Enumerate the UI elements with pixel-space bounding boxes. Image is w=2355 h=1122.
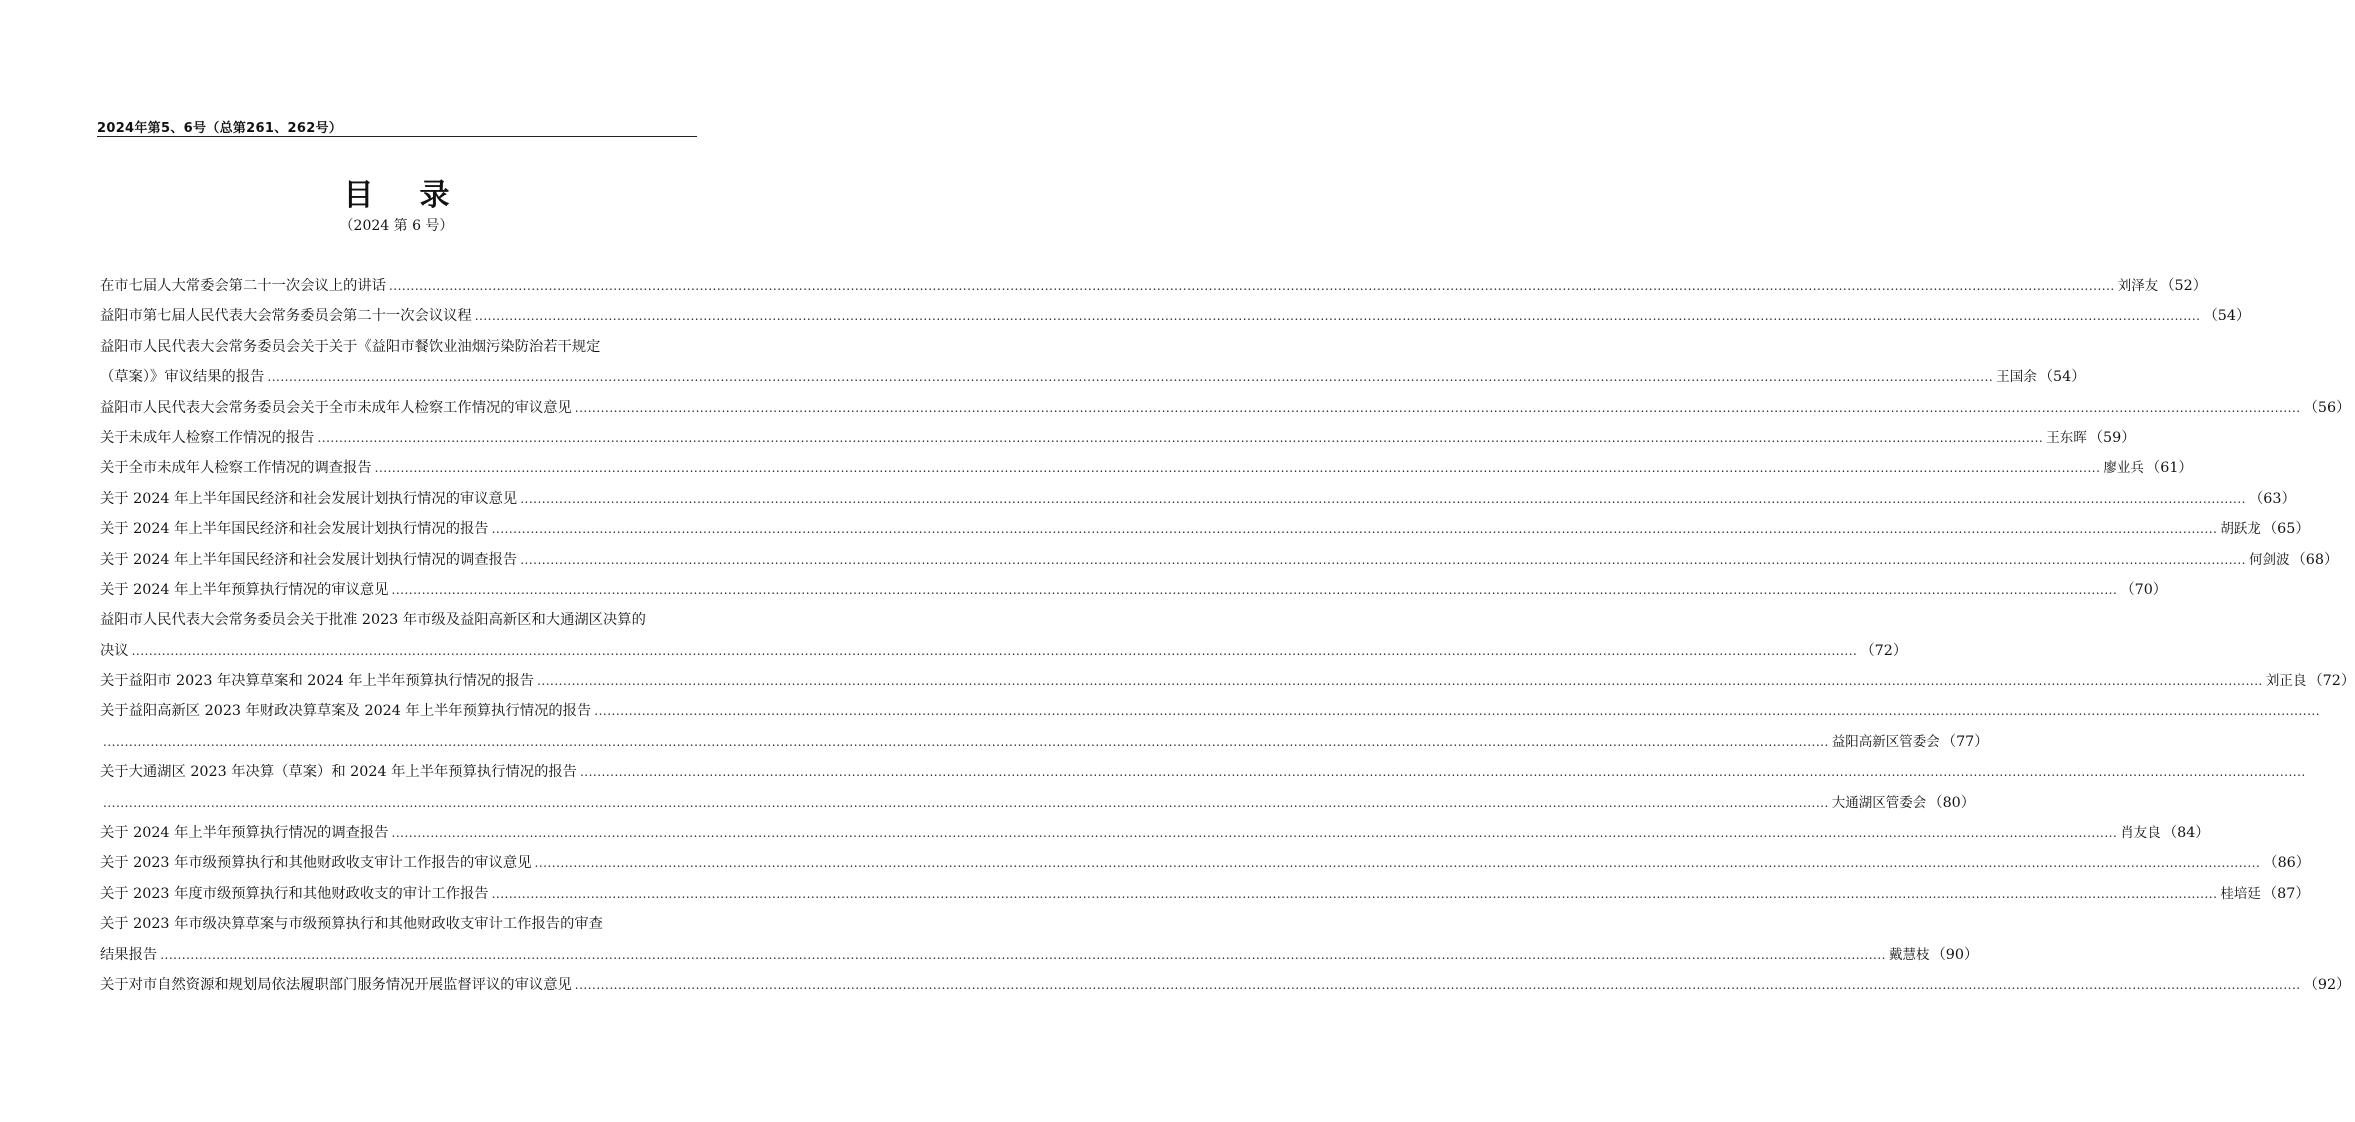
toc-entry-line	[100, 909, 691, 939]
table-of-contents	[100, 271, 2355, 1000]
toc-entry-line	[100, 666, 2355, 696]
dot-leader: ................................................................................................................................................................................................................................................................................................................................................................................................................	[520, 491, 2246, 506]
toc-entry[interactable]	[100, 696, 2321, 757]
toc-entry[interactable]	[100, 757, 2306, 818]
toc-entry-line	[100, 271, 2208, 301]
toc-entry[interactable]	[100, 484, 2296, 514]
toc-entry-line	[100, 484, 2296, 514]
toc-entry-page: （77）	[1941, 733, 1989, 750]
toc-entry-title: 益阳市人民代表大会常务委员会关于全市未成年人检察工作情况的审议意见	[100, 399, 572, 416]
toc-entry-title: 关于 2024 年上半年国民经济和社会发展计划执行情况的报告	[100, 521, 489, 538]
toc-entry-page: （61）	[2145, 460, 2193, 477]
toc-entry-title: 关于 2023 年市级决算草案与市级预算执行和其他财政收支审计工作报告的审查	[100, 916, 603, 933]
toc-entry[interactable]	[100, 301, 2251, 331]
toc-entry-line	[100, 545, 2339, 575]
toc-entry-page: （72）	[1860, 642, 1908, 659]
issue-header: 2024年第5、6号（总第261、262号）	[97, 121, 343, 136]
title-char-1: 目	[343, 178, 374, 213]
toc-entry[interactable]	[100, 393, 2351, 423]
toc-entry-line	[100, 757, 2306, 787]
toc-entry-author: 胡跃龙	[2220, 521, 2261, 538]
toc-entry-author: 廖业兵	[2103, 460, 2144, 477]
dot-leader: ................................................................................................................................................................................................................................................................................................................................................................................................................	[491, 522, 2218, 537]
toc-entry-line	[100, 879, 2310, 909]
toc-entry-author: 王东晖	[2046, 429, 2087, 446]
toc-entry-line	[100, 788, 1976, 818]
toc-entry[interactable]	[100, 605, 1908, 666]
toc-entry[interactable]	[100, 818, 2210, 848]
toc-entry[interactable]	[100, 545, 2339, 575]
toc-entry[interactable]	[100, 970, 2351, 1000]
dot-leader: ................................................................................................................................................................................................................................................................................................................................................................................................................	[374, 461, 2101, 476]
toc-entry-title: 关于 2024 年上半年国民经济和社会发展计划执行情况的调查报告	[100, 551, 518, 568]
toc-entry-title: 关于未成年人检察工作情况的报告	[100, 429, 315, 446]
toc-entry-page: （54）	[2038, 369, 2086, 386]
toc-entry-author: 肖友良	[2120, 825, 2161, 842]
toc-entry-page: （70）	[2120, 581, 2168, 598]
dot-leader: ................................................................................................................................................................................................................................................................................................................................................................................................................	[534, 856, 2261, 871]
toc-entry-title: 关于全市未成年人检察工作情况的调查报告	[100, 460, 372, 477]
toc-entry-page: （80）	[1928, 794, 1976, 811]
toc-entry[interactable]	[100, 514, 2310, 544]
toc-entry-page: （87）	[2262, 885, 2310, 902]
toc-entry[interactable]	[100, 332, 2086, 393]
toc-entry-line	[100, 362, 2086, 392]
toc-entry[interactable]	[100, 879, 2310, 909]
dot-leader: ................................................................................................................................................................................................................................................................................................................................................................................................................	[317, 430, 2044, 445]
toc-entry-title: 在市七届人大常委会第二十一次会议上的讲话	[100, 278, 386, 294]
toc-entry-page: （56）	[2303, 399, 2351, 416]
dot-leader: ................................................................................................................................................................................................................................................................................................................................................................................................................	[520, 552, 2246, 567]
toc-entry-line	[100, 453, 2193, 483]
toc-entry-page: （54）	[2203, 308, 2251, 325]
toc-entry-line	[100, 575, 2168, 605]
toc-entry-author: 桂培廷	[2220, 885, 2261, 902]
toc-entry[interactable]	[100, 848, 2311, 878]
toc-entry-title: 关于 2024 年上半年国民经济和社会发展计划执行情况的审议意见	[100, 490, 518, 507]
toc-entry-line	[100, 301, 2251, 331]
toc-entry-title: 结果报告	[100, 946, 158, 963]
toc-entry-title: 关于 2023 年度市级预算执行和其他财政收支的审计工作报告	[100, 885, 489, 902]
toc-entry-author: 刘正良	[2265, 673, 2307, 690]
dot-leader: ................................................................................................................................................................................................................................................................................................................................................................................................................	[474, 309, 2201, 324]
toc-entry-line	[100, 514, 2310, 544]
toc-entry-title: 益阳市人民代表大会常务委员会关于关于《益阳市餐饮业油烟污染防治若干规定	[100, 338, 601, 355]
toc-entry-title: 益阳市第七届人民代表大会常务委员会第二十一次会议议程	[100, 308, 472, 325]
toc-entry-line	[100, 727, 1989, 757]
toc-entry-line	[100, 818, 2210, 848]
toc-entry-line	[100, 423, 2136, 453]
toc-entry-line	[100, 940, 1979, 970]
dot-leader: ................................................................................................................................................................................................................................................................................................................................................................................................................	[574, 400, 2301, 415]
toc-entry-page: （52）	[2160, 278, 2208, 294]
toc-entry[interactable]	[100, 575, 2168, 605]
toc-entry[interactable]	[100, 271, 2208, 301]
toc-entry-title: 关于益阳高新区 2023 年财政决算草案及 2024 年上半年预算执行情况的报告	[100, 703, 592, 720]
toc-entry[interactable]	[100, 666, 2355, 696]
toc-entry-title: 关于大通湖区 2023 年决算（草案）和 2024 年上半年预算执行情况的报告	[100, 764, 577, 781]
toc-entry-page: （90）	[1931, 946, 1979, 963]
toc-entry-page: （84）	[2162, 825, 2210, 842]
toc-entry[interactable]	[100, 423, 2136, 453]
toc-entry-author: 刘泽友	[2117, 278, 2159, 294]
dot-leader: ................................................................................................................................................................................................................................................................................................................................................................................................................	[103, 795, 1829, 810]
dot-leader: ................................................................................................................................................................................................................................................................................................................................................................................................................	[160, 947, 1886, 962]
toc-entry-title: 关于 2024 年上半年预算执行情况的调查报告	[100, 825, 389, 842]
toc-entry-page: （59）	[2088, 429, 2136, 446]
toc-entry-page: （63）	[2248, 490, 2296, 507]
toc-entry-line	[100, 636, 1908, 666]
header-divider	[97, 136, 697, 137]
toc-entry-title: 关于 2023 年市级预算执行和其他财政收支审计工作报告的审议意见	[100, 855, 532, 872]
toc-entry-title: 决议	[100, 642, 129, 659]
dot-leader: ................................................................................................................................................................................................................................................................................................................................................................................................................	[574, 977, 2301, 992]
toc-entry-line	[100, 696, 2321, 726]
toc-entry[interactable]	[100, 909, 1979, 970]
dot-leader: ................................................................................................................................................................................................................................................................................................................................................................................................................	[391, 826, 2118, 841]
toc-entry-page: （72）	[2308, 673, 2355, 690]
toc-entry-author: 益阳高新区管委会	[1831, 733, 1940, 750]
toc-entry-author: 何剑波	[2248, 551, 2290, 568]
toc-entry[interactable]	[100, 453, 2193, 483]
issue-subtitle: （2024 第 6 号）	[339, 218, 454, 234]
toc-entry-line	[100, 970, 2351, 1000]
toc-entry-page: （86）	[2263, 855, 2311, 872]
toc-entry-title: 关于 2024 年上半年预算执行情况的审议意见	[100, 581, 389, 598]
toc-entry-line	[100, 332, 691, 362]
toc-entry-title: 关于益阳市 2023 年决算草案和 2024 年上半年预算执行情况的报告	[100, 673, 535, 690]
dot-leader: ................................................................................................................................................................................................................................................................................................................................................................................................................	[388, 279, 2115, 293]
dot-leader: ................................................................................................................................................................................................................................................................................................................................................................................................................	[537, 674, 2263, 689]
toc-entry-page: （65）	[2262, 521, 2310, 538]
toc-entry-title: 益阳市人民代表大会常务委员会关于批准 2023 年市级及益阳高新区和大通湖区决算的	[100, 612, 646, 629]
toc-entry-title: （草案）》审议结果的报告	[100, 369, 265, 386]
dot-leader: ................................................................................................................................................................................................................................................................................................................................................................................................................	[491, 886, 2218, 901]
toc-entry-author: 戴慧枝	[1888, 946, 1930, 963]
toc-entry-line	[100, 393, 2351, 423]
toc-entry-line	[100, 848, 2311, 878]
dot-leader: ................................................................................................................................................................................................................................................................................................................................................................................................................	[594, 704, 2321, 719]
toc-entry-author: 大通湖区管委会	[1831, 794, 1927, 811]
dot-leader: ................................................................................................................................................................................................................................................................................................................................................................................................................	[267, 370, 1994, 385]
dot-leader: ................................................................................................................................................................................................................................................................................................................................................................................................................	[391, 582, 2118, 597]
page-title	[0, 170, 793, 214]
toc-entry-line	[100, 605, 691, 635]
toc-entry-author: 王国余	[1996, 369, 2037, 386]
dot-leader: ................................................................................................................................................................................................................................................................................................................................................................................................................	[579, 765, 2306, 780]
title-char-2: 录	[419, 178, 450, 213]
toc-entry-page: （92）	[2303, 976, 2351, 993]
dot-leader: ................................................................................................................................................................................................................................................................................................................................................................................................................	[103, 734, 1829, 749]
toc-entry-page: （68）	[2291, 551, 2339, 568]
toc-entry-title: 关于对市自然资源和规划局依法履职部门服务情况开展监督评议的审议意见	[100, 976, 572, 993]
dot-leader: ................................................................................................................................................................................................................................................................................................................................................................................................................	[131, 643, 1858, 658]
